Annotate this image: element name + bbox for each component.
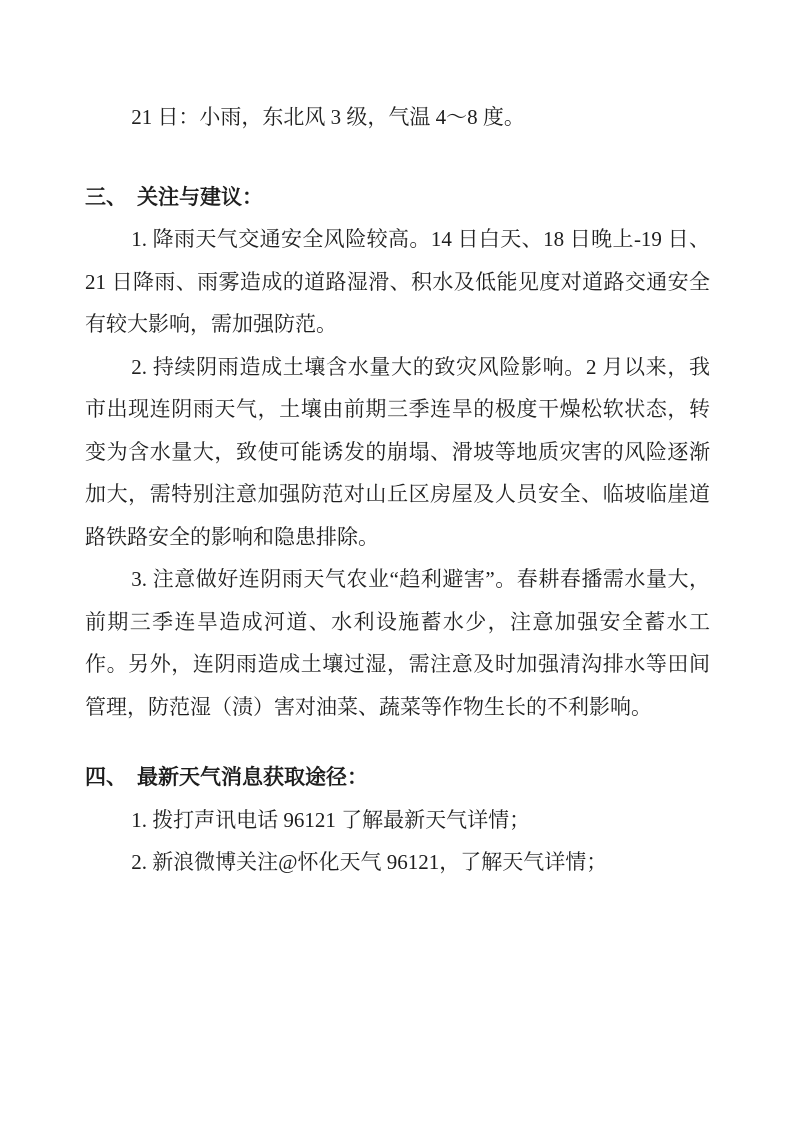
advisory-paragraph-1: 1. 降雨天气交通安全风险较高。14 日白天、18 日晚上-19 日、21 日降雨、雨雾造成的道路湿滑、积水及低能见度对道路交通安全有较大影响，需加强防范。 [85, 227, 710, 336]
section-3-number: 三、 [85, 184, 127, 209]
section-4-title: 最新天气消息获取途径： [137, 765, 368, 789]
section-heading-4 [85, 756, 710, 799]
info-channel-line-2: 2. 新浪微博关注@怀化天气 96121，了解天气详情； [131, 850, 608, 874]
advisory-paragraph-2: 2. 持续阴雨造成土壤含水量大的致灾风险影响。2 月以来，我市出现连阴雨天气，土壤由前期三季连旱的极度干燥松软状态，转变为含水量大，致使可能诱发的崩塌、滑坡等地质灾害的风险逐渐加大，需特别注意加强防范对山丘区房屋及人员安全、临坡临崖道路铁路安全的影响和隐患排除。 [85, 354, 710, 549]
forecast-summary-line: 21 日：小雨，东北风 3 级，气温 4～8 度。 [131, 105, 525, 129]
section-heading-3 [85, 176, 710, 219]
advisory-paragraph-3: 3. 注意做好连阴雨天气农业“趋利避害”。春耕春播需水量大，前期三季连旱造成河道、水利设施蓄水少，注意加强安全蓄水工作。另外，连阴雨造成土壤过湿，需注意及时加强清沟排水等田间管理，防范湿（渍）害对油菜、蔬菜等作物生长的不利影响。 [85, 567, 710, 719]
info-channel-line-1: 1. 拨打声讯电话 96121 了解最新天气详情； [131, 807, 531, 832]
section-3-title: 关注与建议： [137, 184, 263, 209]
section-4-number: 四、 [85, 765, 127, 789]
